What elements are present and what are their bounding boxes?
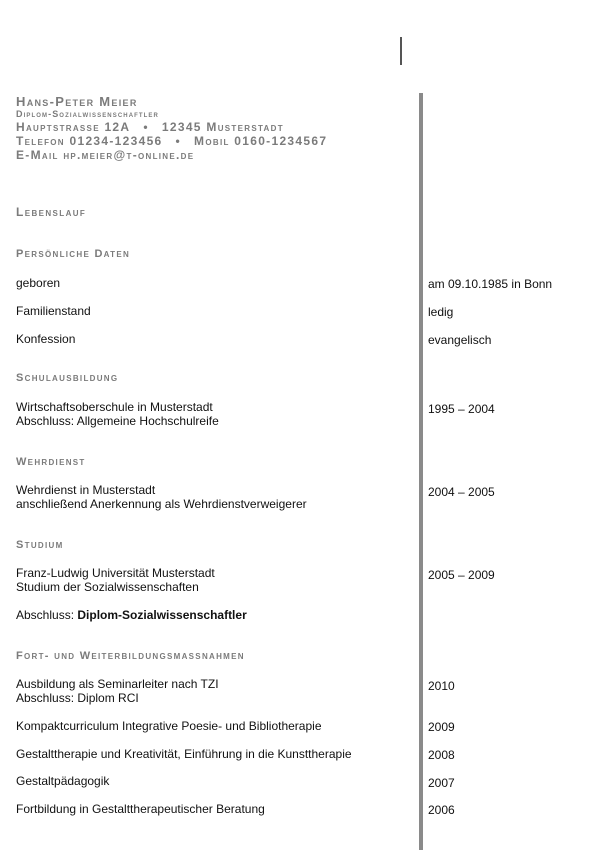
school-date: 1995 – 2004 [428, 402, 495, 416]
address-line [16, 120, 327, 134]
study-line-2: Studium der Sozialwissenschaften [16, 580, 199, 594]
training-item-1-line-2: Abschluss: Diplom RCI [16, 691, 139, 705]
person-title: Diplom-Sozialwissenschaftler [16, 109, 159, 119]
person-name: Hans-Peter Meier [16, 94, 138, 109]
email-line: E-Mail hp.meier@t-online.de [16, 148, 195, 162]
military-line-2: anschließend Anerkennung als Wehrdienstverweigerer [16, 497, 307, 511]
personal-label-birth: geboren [16, 276, 61, 290]
training-item-1-line-1: Ausbildung als Seminarleiter nach TZI [16, 677, 219, 691]
training-item-3: Gestalttherapie und Kreativität, Einführung in die Kunsttherapie [16, 747, 352, 761]
training-item-5-year: 2006 [428, 803, 455, 817]
study-degree-prefix: Abschluss: [16, 608, 78, 622]
document-title: Lebenslauf [16, 205, 87, 219]
school-line-2: Abschluss: Allgemeine Hochschulreife [16, 414, 219, 428]
training-item-1-year: 2010 [428, 679, 455, 693]
military-date: 2004 – 2005 [428, 485, 495, 499]
separator-dot: • [175, 134, 182, 148]
section-title-military: Wehrdienst [16, 456, 86, 468]
training-item-2: Kompaktcurriculum Integrative Poesie- und Bibliotherapie [16, 719, 322, 733]
text-cursor [400, 37, 402, 65]
military-line-1: Wehrdienst in Musterstadt [16, 483, 156, 497]
mobile-number: Mobil 0160-1234567 [194, 134, 328, 148]
personal-value-family: ledig [428, 305, 454, 319]
school-line-1: Wirtschaftsoberschule in Musterstadt [16, 400, 213, 414]
phone-number: Telefon 01234-123456 [16, 134, 163, 148]
training-item-4: Gestaltpädagogik [16, 774, 110, 788]
personal-value-religion: evangelisch [428, 333, 492, 347]
study-date: 2005 – 2009 [428, 568, 495, 582]
section-title-study: Studium [16, 539, 64, 551]
section-title-personal: Persönliche Daten [16, 248, 131, 260]
section-title-school: Schulausbildung [16, 372, 119, 384]
contact-header [16, 94, 327, 162]
address-street: Hauptstrasse 12A [16, 120, 131, 134]
training-item-4-year: 2007 [428, 776, 455, 790]
personal-value-birth: am 09.10.1985 in Bonn [428, 277, 553, 291]
address-city: 12345 Musterstadt [161, 120, 284, 134]
separator-dot: • [143, 120, 149, 134]
study-line-1: Franz-Ludwig Universität Musterstadt [16, 566, 215, 580]
study-degree-name: Diplom-Sozialwissenschaftler [77, 608, 247, 622]
training-item-5: Fortbildung in Gestalttherapeutischer Beratung [16, 802, 265, 816]
vertical-divider [419, 93, 423, 850]
study-degree [16, 608, 247, 622]
training-item-3-year: 2008 [428, 748, 455, 762]
training-item-2-year: 2009 [428, 720, 455, 734]
phone-line [16, 134, 327, 148]
personal-label-family: Familienstand [16, 304, 91, 318]
section-title-training: Fort- und Weiterbildungsmassnahmen [16, 650, 245, 662]
personal-label-religion: Konfession [16, 332, 76, 346]
